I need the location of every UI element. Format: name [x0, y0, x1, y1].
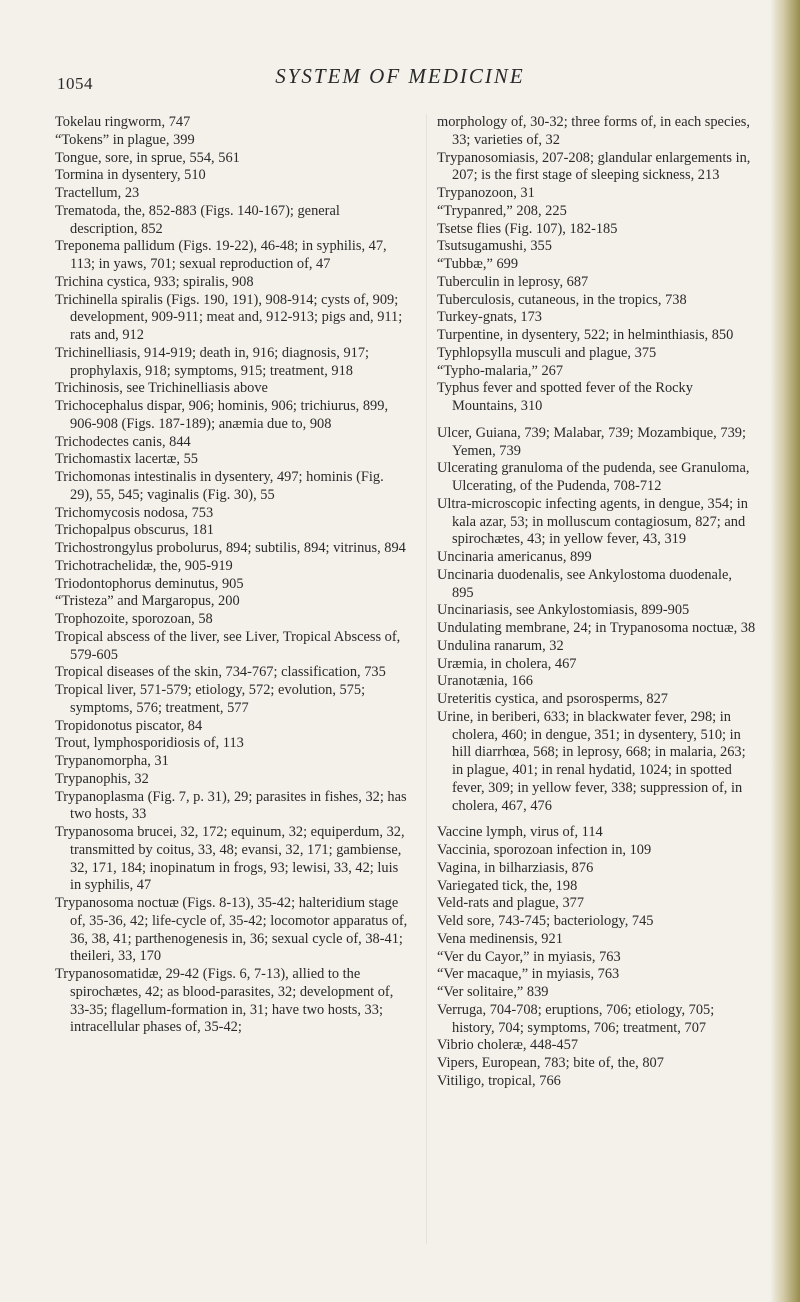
- index-entry: Tuberculosis, cutaneous, in the tropics, 738: [437, 291, 687, 308]
- index-entry: “Ver macaque,” in myiasis, 763: [437, 966, 620, 983]
- index-entry: Ulcer, Guiana, 739; Malabar, 739; Mozambique, 739; Yemen, 739: [437, 424, 746, 459]
- index-entry: Tsetse flies (Fig. 107), 182-185: [437, 220, 618, 237]
- index-entry: “Trypanred,” 208, 225: [437, 202, 567, 219]
- index-entry: “Typho-malaria,” 267: [437, 362, 564, 379]
- index-entry: Treponema pallidum (Figs. 19-22), 46-48; in syphilis, 47, 113; in yaws, 701; sexual reproduction of, 47: [55, 238, 387, 272]
- index-entry: “Tubbæ,” 699: [437, 256, 519, 272]
- index-entry: Veld-rats and plague, 377: [437, 895, 585, 912]
- index-entry: Vagina, in bilharziasis, 876: [437, 859, 594, 876]
- index-entry: Trichinelliasis, 914-919; death in, 916; diagnosis, 917; prophylaxis, 918; symptoms, 915; treatment, 918: [55, 344, 370, 379]
- column-divider: [426, 114, 427, 1244]
- index-entry: Tormina in dysentery, 510: [55, 167, 206, 184]
- index-group-t: [437, 114, 757, 416]
- index-entry: Tropical diseases of the skin, 734-767; classification, 735: [55, 664, 386, 681]
- index-entry: “Ver du Cayor,” in myiasis, 763: [437, 948, 621, 965]
- index-entry: Ultra-microscopic infecting agents, in dengue, 354; in kala azar, 53; in molluscum contagiosum, 827; and spirochætes, 43; in yellow fever, 43, 319: [437, 495, 748, 548]
- running-head: SYSTEM OF MEDICINE: [275, 64, 525, 88]
- index-entry: Trichomonas intestinalis in dysentery, 497; hominis (Fig. 29), 55, 545; vaginalis (Fig. 30), 55: [55, 469, 384, 503]
- index-entry: “Tristeza” and Margaropus, 200: [55, 593, 240, 610]
- index-entry: Uranotænia, 166: [437, 673, 533, 690]
- index-group-v: [437, 824, 757, 1090]
- index-column-left: [55, 114, 410, 1037]
- index-entry: Uncinaria americanus, 899: [437, 549, 592, 565]
- page-edge-shadow: [770, 0, 800, 1302]
- index-entry: Trichina cystica, 933; spiralis, 908: [55, 273, 254, 290]
- index-entry: Trypanosoma brucei, 32, 172; equinum, 32; equiperdum, 32, transmitted by coitus, 33, 48; evansi, 32, 171; gambiense, 32, 171, 184; inopinatum in frogs, 93; lewisi, 33, 42; luis in syphilis, 47: [55, 824, 405, 894]
- index-entry: Tuberculin in leprosy, 687: [437, 273, 589, 290]
- index-entry: Trichomycosis nodosa, 753: [55, 504, 214, 521]
- index-entry: Vibrio choleræ, 448-457: [437, 1037, 579, 1054]
- index-entry: Trichomastix lacertæ, 55: [55, 451, 198, 468]
- index-entry: Tongue, sore, in sprue, 554, 561: [55, 149, 240, 166]
- index-entry: Trichodectes canis, 844: [55, 433, 191, 450]
- index-entry: Tropical abscess of the liver, see Liver, Tropical Abscess of, 579-605: [55, 628, 401, 663]
- index-entry: Turkey-gnats, 173: [437, 309, 542, 326]
- index-entry: Trypanosomiasis, 207-208; glandular enlargements in, 207; is the first stage of sleeping sickness, 213: [437, 149, 751, 184]
- section-gap: [437, 416, 757, 425]
- index-entry: Trichopalpus obscurus, 181: [55, 522, 214, 539]
- index-entry: Vaccinia, sporozoan infection in, 109: [437, 842, 652, 858]
- index-entry: Trypanomorpha, 31: [55, 753, 169, 769]
- index-entry: Uræmia, in cholera, 467: [437, 655, 577, 672]
- index-entry: Ureteritis cystica, and psorosperms, 827: [437, 691, 668, 707]
- index-column-right: [437, 114, 757, 1091]
- index-entry: “Ver solitaire,” 839: [437, 984, 549, 1000]
- index-entry: Turpentine, in dysentery, 522; in helminthiasis, 850: [437, 327, 734, 343]
- index-entry: Trematoda, the, 852-883 (Figs. 140-167); general description, 852: [55, 202, 340, 237]
- index-entry: Trichocephalus dispar, 906; hominis, 906; trichiurus, 899, 906-908 (Figs. 187-189); anæmia due to, 908: [55, 398, 389, 432]
- page-number: 1054: [57, 74, 93, 93]
- index-entry: Trypanosomatidæ, 29-42 (Figs. 6, 7-13), allied to the spirochætes, 42; as blood-parasites, 32; development of, 33-35; flagellum-formation in, 31; have two hosts, 33; intracellular phases of, 35-42;: [55, 966, 394, 1036]
- index-entry: morphology of, 30-32; three forms of, in each species, 33; varieties of, 32: [437, 114, 750, 148]
- index-entry: Vipers, European, 783; bite of, the, 807: [437, 1055, 664, 1071]
- index-entry: Trypanophis, 32: [55, 770, 149, 787]
- index-entry: Veld sore, 743-745; bacteriology, 745: [437, 913, 654, 929]
- index-entry: Trichotrachelidæ, the, 905-919: [55, 557, 233, 574]
- index-entry: Vitiligo, tropical, 766: [437, 1072, 561, 1089]
- index-entry: Verruga, 704-708; eruptions, 706; etiology, 705; history, 704; symptoms, 706; treatment, 707: [437, 1001, 715, 1036]
- index-entry: Uncinaria duodenalis, see Ankylostoma duodenale, 895: [437, 566, 732, 601]
- section-gap: [437, 815, 757, 824]
- index-entry: Typhus fever and spotted fever of the Rocky Mountains, 310: [437, 380, 693, 414]
- index-entry: Trichinosis, see Trichinelliasis above: [55, 380, 268, 397]
- index-entry: Tsutsugamushi, 355: [437, 238, 552, 255]
- index-entry: Trypanosoma noctuæ (Figs. 8-13), 35-42; halteridium stage of, 35-36, 42; life-cycle of, 35-42; locomotor apparatus of, 36, 38, 41; parthenogenesis in, 36; sexual cycle of, 38-41; theileri, 33, 170: [55, 895, 408, 965]
- index-group-u: [437, 425, 757, 816]
- index-entry: Tropical liver, 571-579; etiology, 572; evolution, 575; symptoms, 576; treatment, 577: [55, 682, 366, 716]
- index-entry: Trypanozoon, 31: [437, 185, 535, 201]
- index-entry: Typhlopsylla musculi and plague, 375: [437, 344, 657, 361]
- index-entry: Tropidonotus piscator, 84: [55, 717, 203, 734]
- index-entry: Trout, lymphosporidiosis of, 113: [55, 735, 244, 752]
- index-entry: Vaccine lymph, virus of, 114: [437, 824, 603, 841]
- index-entry: Tractellum, 23: [55, 185, 140, 201]
- index-entry: “Tokens” in plague, 399: [55, 131, 195, 148]
- index-entry: Tokelau ringworm, 747: [55, 114, 191, 130]
- index-entry: Vena medinensis, 921: [437, 930, 563, 947]
- index-entry: Trichostrongylus probolurus, 894; subtilis, 894; vitrinus, 894: [55, 540, 406, 556]
- index-entry: Trypanoplasma (Fig. 7, p. 31), 29; parasites in fishes, 32; has two hosts, 33: [55, 788, 407, 823]
- index-entry: Undulating membrane, 24; in Trypanosoma noctuæ, 38: [437, 620, 756, 636]
- index-entry: Urine, in beriberi, 633; in blackwater fever, 298; in cholera, 460; in dengue, 351; in dysentery, 510; in hill diarrhœa, 568; in leprosy, 668; in malaria, 263; in plague, 401; in renal hydatid, 1024; in spotted fever, 309; in yellow fever, 338; suppression of, in cholera, 467, 476: [437, 708, 746, 814]
- index-entry: Trophozoite, sporozoan, 58: [55, 611, 213, 627]
- index-entry: Trichinella spiralis (Figs. 190, 191), 908-914; cysts of, 909; development, 909-911; meat and, 912-913; pigs and, 911; rats and, 912: [55, 291, 403, 343]
- index-entry: Ulcerating granuloma of the pudenda, see Granuloma, Ulcerating, of the Pudenda, 708-712: [437, 460, 750, 494]
- index-entry: Undulina ranarum, 32: [437, 637, 564, 654]
- index-entry: Uncinariasis, see Ankylostomiasis, 899-905: [437, 602, 690, 619]
- index-entry: Variegated tick, the, 198: [437, 877, 578, 894]
- index-entry: Triodontophorus deminutus, 905: [55, 575, 244, 592]
